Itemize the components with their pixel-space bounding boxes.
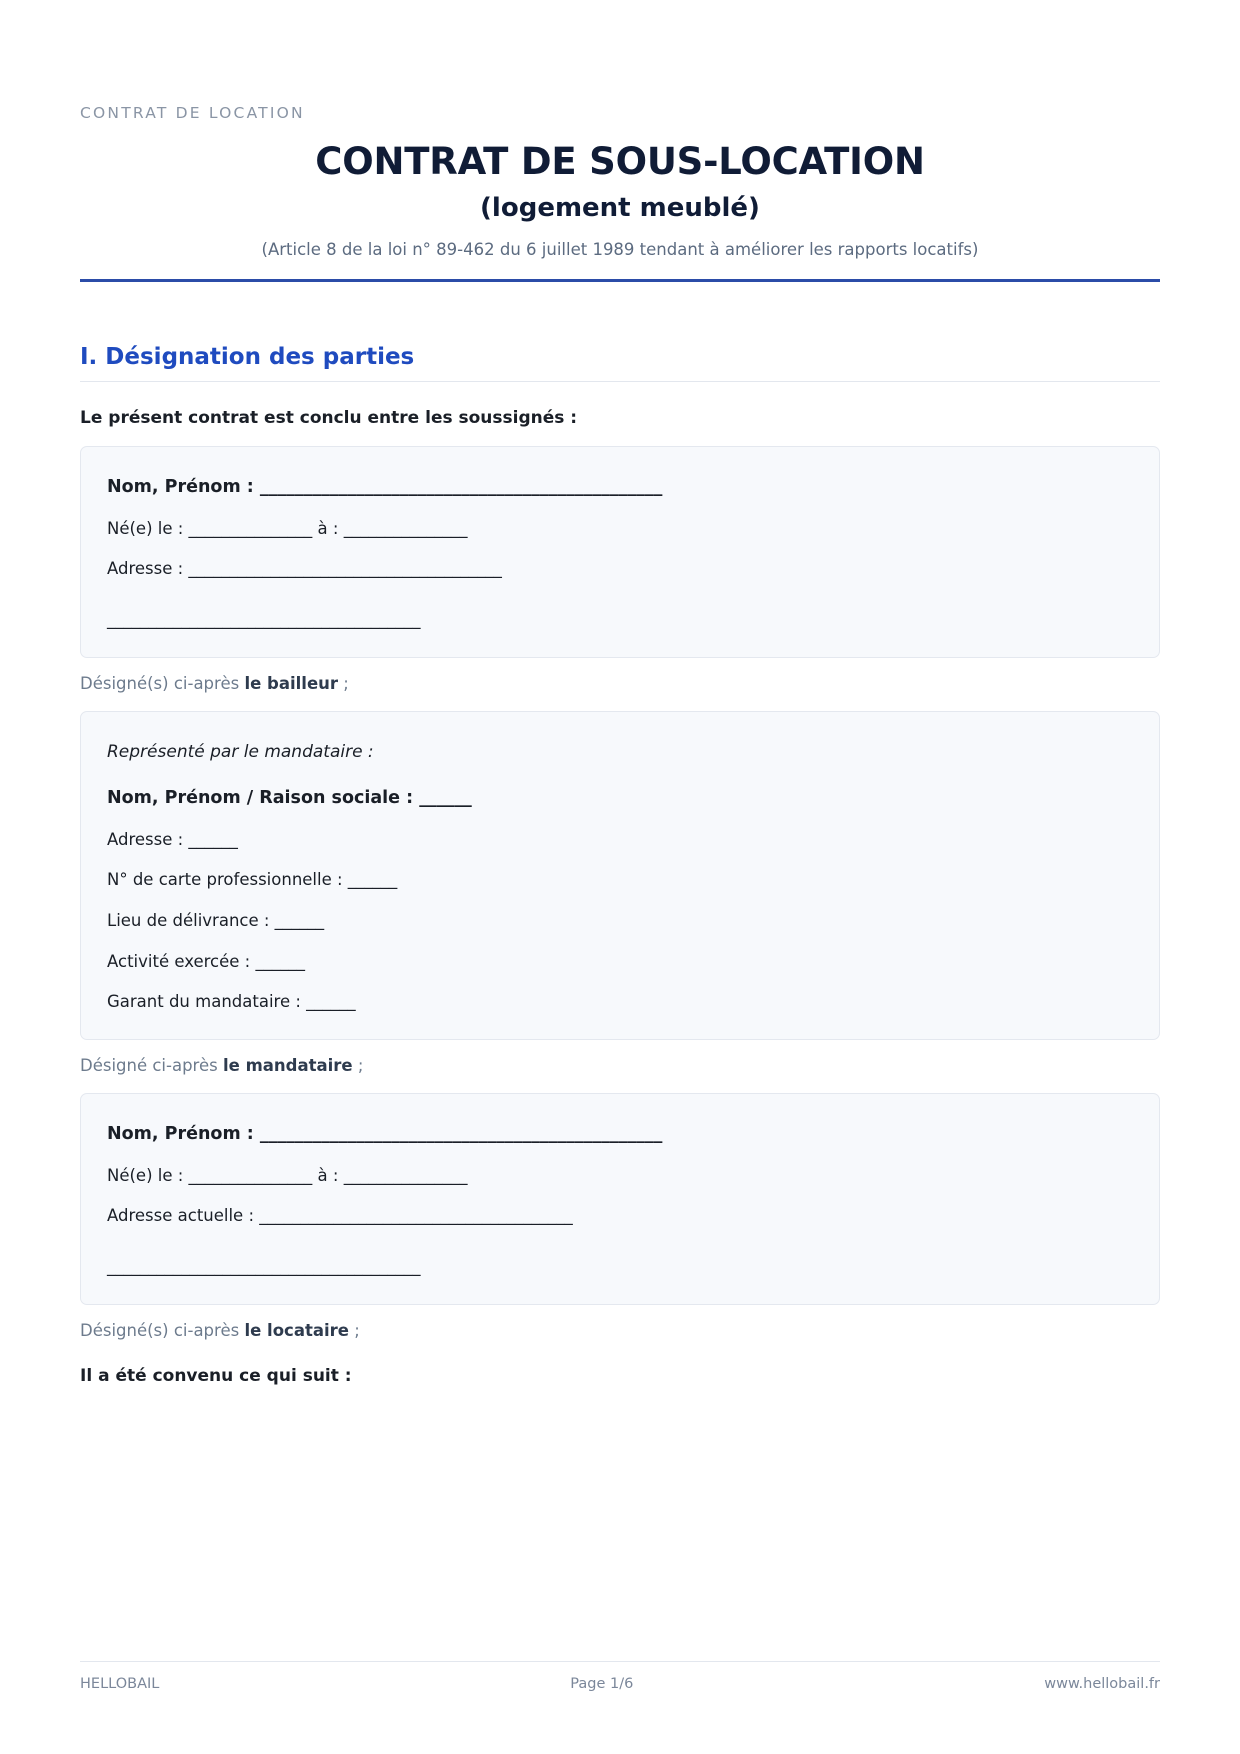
mandataire-caption-strong: le mandataire [222, 1055, 353, 1075]
bailleur-caption [80, 674, 1160, 693]
header-divider [80, 279, 1160, 282]
mandataire-address-field[interactable]: Adresse : ______ [107, 829, 238, 849]
footer-divider [80, 1661, 1160, 1662]
bailleur-party-box [80, 446, 1160, 658]
locataire-address-field-line2[interactable]: ______________________________________ [107, 1256, 421, 1276]
bailleur-name-field[interactable]: Nom, Prénom : ______________________________________________ [107, 476, 663, 497]
mandataire-delivery-place-field[interactable]: Lieu de délivrance : ______ [107, 910, 325, 930]
section-heading-designation-des-parties: I. Désignation des parties [80, 343, 415, 370]
locataire-name-field[interactable]: Nom, Prénom : ______________________________________________ [107, 1123, 663, 1144]
mandataire-caption [80, 1056, 1160, 1075]
bailleur-caption-suffix: ; [338, 673, 349, 693]
bailleur-address-field[interactable]: Adresse : ______________________________________ [107, 559, 502, 579]
locataire-caption-strong: le locataire [244, 1320, 349, 1340]
locataire-birth-field[interactable]: Né(e) le : _______________ à : _______________ [107, 1165, 468, 1185]
mandataire-caption-suffix: ; [352, 1055, 364, 1075]
footer-brand: HELLOBAIL [80, 1676, 160, 1692]
bailleur-birth-field[interactable]: Né(e) le : _______________ à : _______________ [107, 518, 468, 538]
section-divider [80, 381, 1160, 382]
mandataire-card-number-field[interactable]: N° de carte professionnelle : ______ [107, 870, 398, 890]
page-title: CONTRAT DE SOUS-LOCATION [315, 140, 925, 183]
footer-page-number: Page 1/6 [570, 1676, 634, 1692]
bailleur-caption-prefix: Désigné(s) ci-après [80, 673, 245, 693]
contract-lead-text: Le présent contrat est conclu entre les soussignés : [80, 407, 578, 428]
locataire-caption-suffix: ; [348, 1320, 360, 1340]
footer-website: www.hellobail.fr [1044, 1676, 1160, 1692]
mandataire-intro-text: Représenté par le mandataire : [107, 741, 374, 762]
legal-reference: (Article 8 de la loi n° 89-462 du 6 juillet 1989 tendant à améliorer les rapports locatifs) [261, 239, 979, 259]
mandataire-guarantor-field[interactable]: Garant du mandataire : ______ [107, 992, 356, 1012]
mandataire-name-field[interactable]: Nom, Prénom / Raison sociale : ______ [107, 787, 472, 808]
bailleur-caption-strong: le bailleur [244, 673, 339, 693]
mandataire-activity-field[interactable]: Activité exercée : ______ [107, 951, 305, 971]
page-subtitle: (logement meublé) [480, 192, 760, 223]
page-footer [80, 1661, 1160, 1692]
locataire-address-field[interactable]: Adresse actuelle : ______________________________________ [107, 1206, 573, 1226]
mandataire-party-box [80, 711, 1160, 1040]
mandataire-caption-prefix: Désigné ci-après [80, 1055, 223, 1075]
bailleur-address-field-line2[interactable]: ______________________________________ [107, 609, 421, 629]
document-eyebrow: CONTRAT DE LOCATION [80, 104, 305, 122]
locataire-party-box [80, 1093, 1160, 1305]
locataire-caption [80, 1321, 1160, 1340]
closing-statement: Il a été convenu ce qui suit : [80, 1365, 352, 1386]
locataire-caption-prefix: Désigné(s) ci-après [80, 1320, 245, 1340]
